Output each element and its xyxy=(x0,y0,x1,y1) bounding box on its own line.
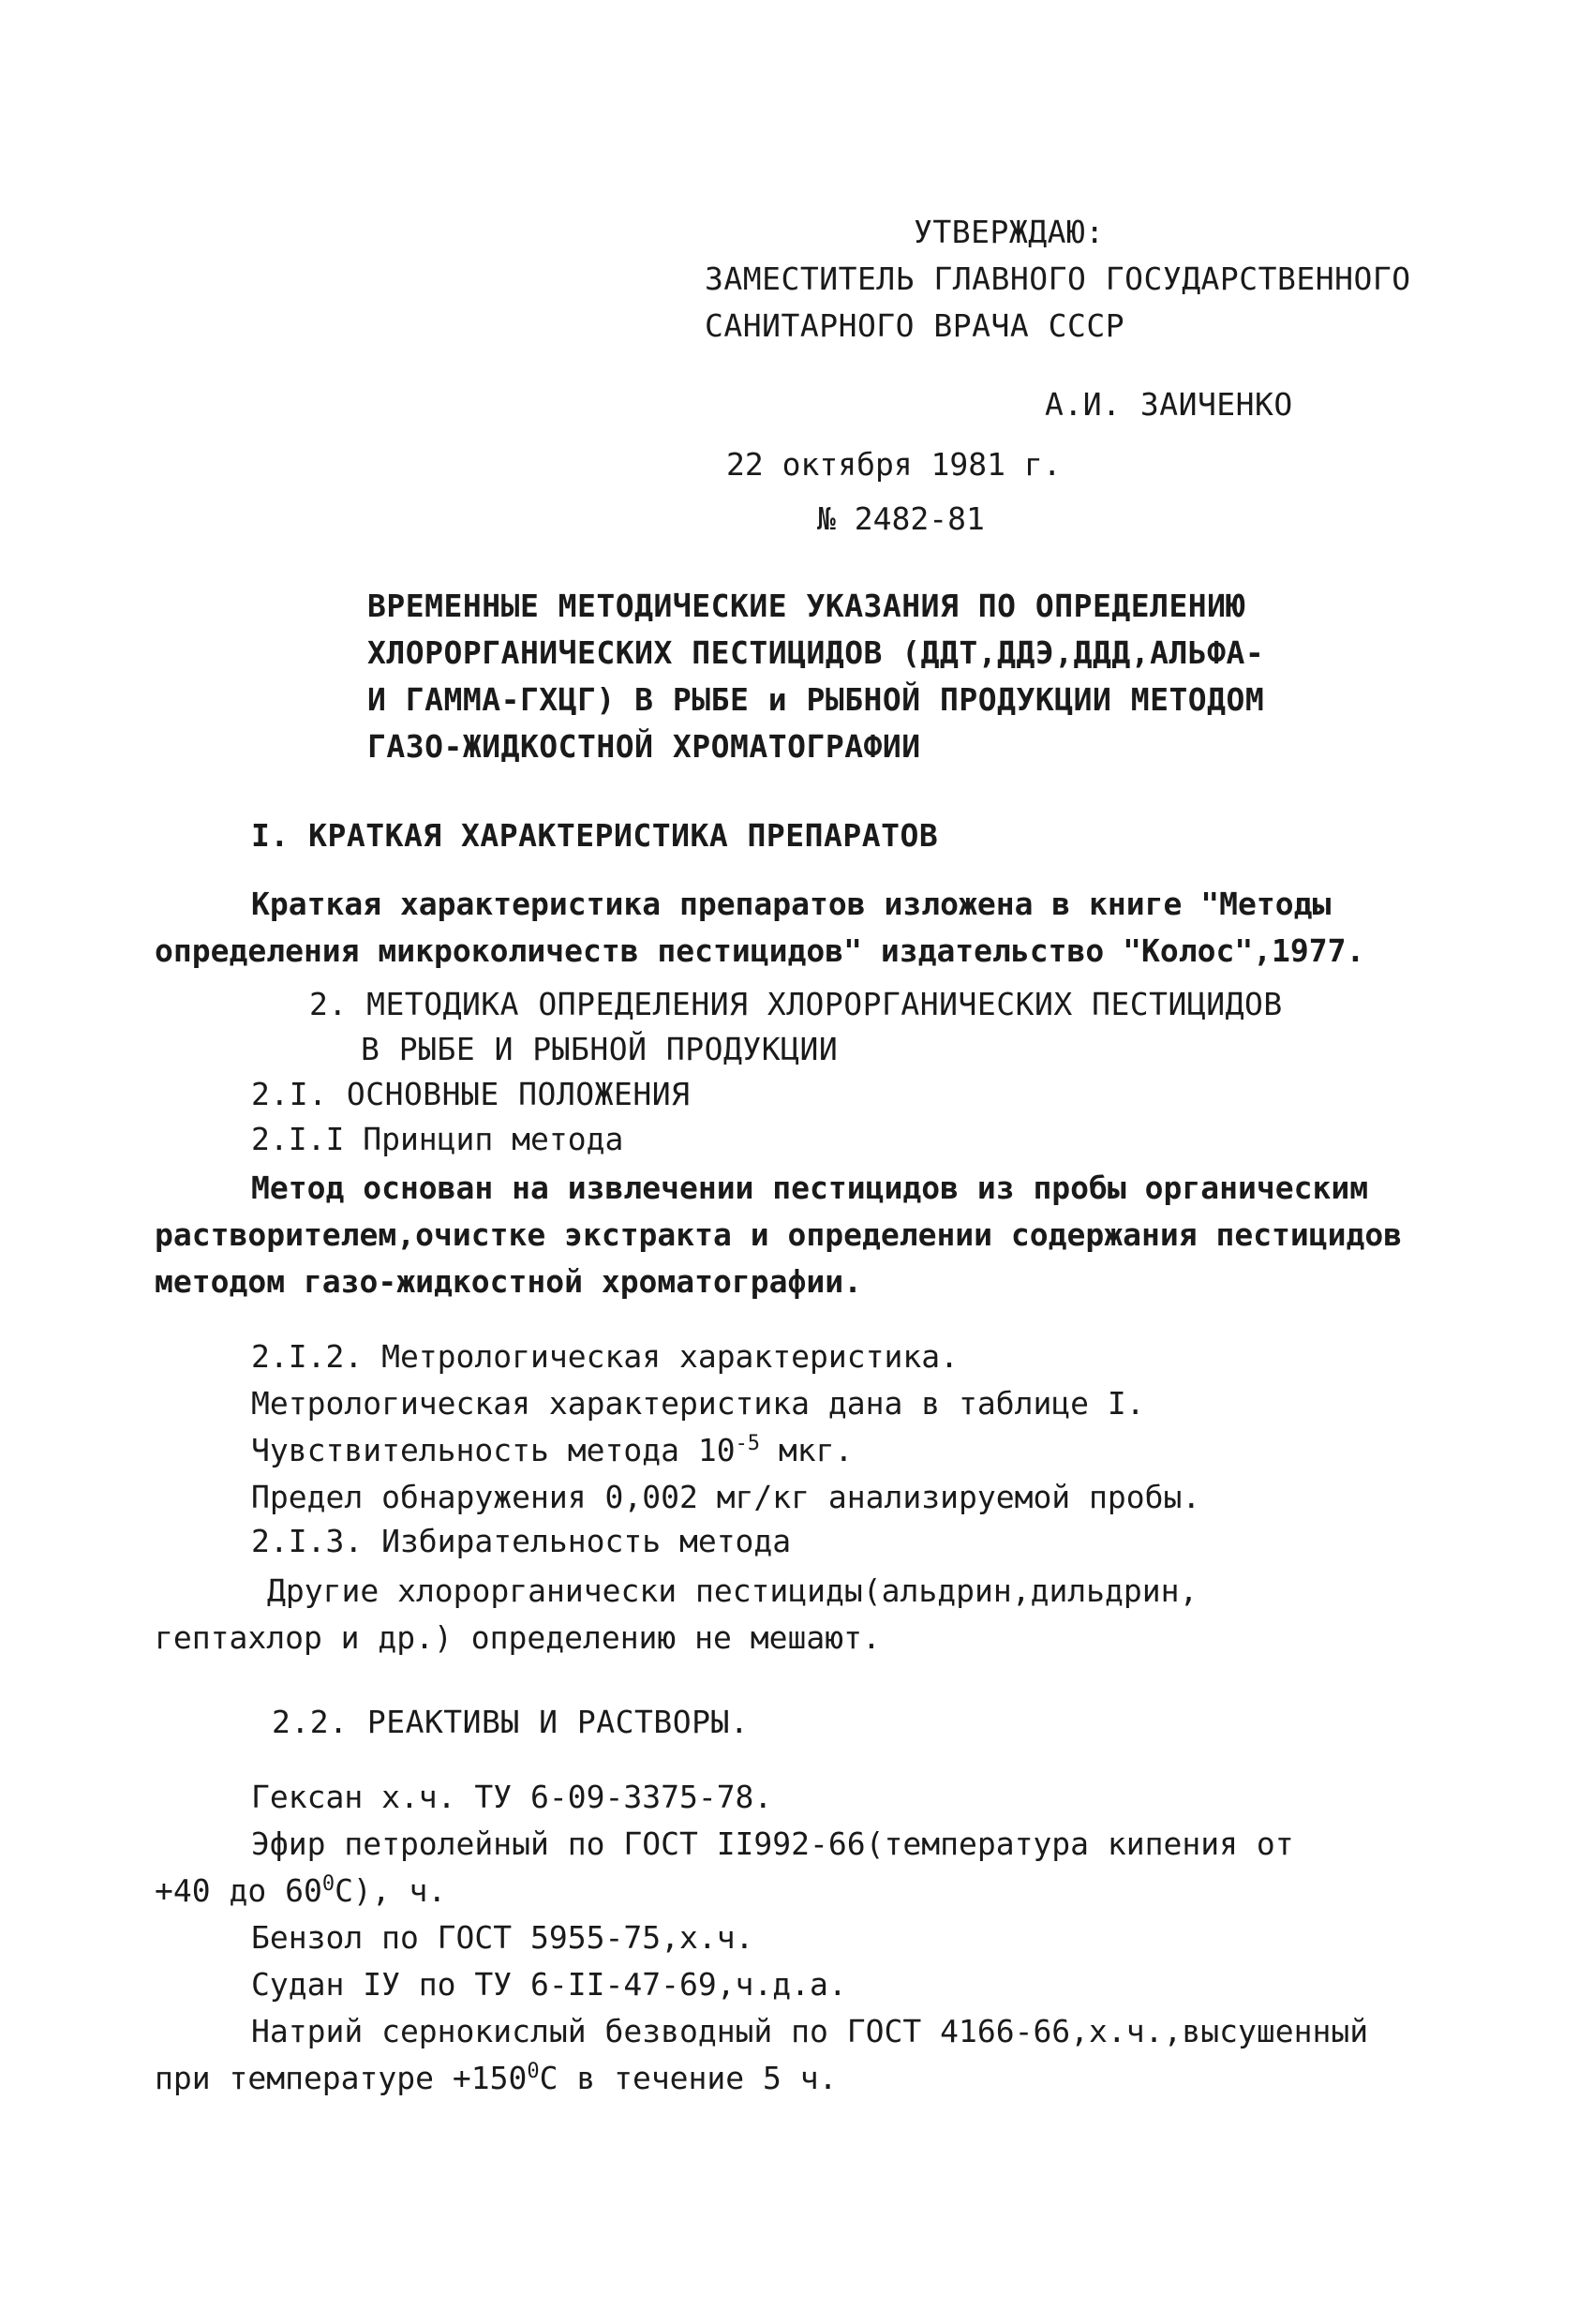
metrology-line: Метрологическая характеристика дана в таблице I. xyxy=(251,1385,1145,1422)
subsection-2-1-2-heading: 2.I.2. Метрологическая характеристика. xyxy=(251,1338,959,1375)
approval-number: № 2482-81 xyxy=(817,500,985,537)
drying-temp-text: при температуре +150 xyxy=(155,2060,528,2096)
sensitivity-exponent: -5 xyxy=(735,1432,761,1455)
reagent-petroleum-ether-line1: Эфир петролейный по ГОСТ II992-66(температура кипения от xyxy=(251,1825,1294,1862)
selectivity-line2: гептахлор и др.) определению не мешают. xyxy=(155,1619,881,1656)
drying-time-text: С в течение 5 ч. xyxy=(539,2060,838,2096)
subsection-2-1-heading: 2.I. ОСНОВНЫЕ ПОЛОЖЕНИЯ xyxy=(251,1076,691,1112)
approval-signer: А.И. ЗАИЧЕНКО xyxy=(1045,386,1293,423)
subsection-2-1-1-heading: 2.I.I Принцип метода xyxy=(251,1121,624,1157)
section1-heading: I. КРАТКАЯ ХАРАКТЕРИСТИКА ПРЕПАРАТОВ xyxy=(251,817,939,854)
reagent-hexane: Гексан х.ч. ТУ 6-09-3375-78. xyxy=(251,1779,773,1815)
reagent-benzene: Бензол по ГОСТ 5955-75,х.ч. xyxy=(251,1919,754,1956)
document-title-line3: И ГАММА-ГХЦГ) В РЫБЕ и РЫБНОЙ ПРОДУКЦИИ МЕТОДОМ xyxy=(367,681,1265,718)
degree-symbol: 0 xyxy=(527,2060,540,2083)
detection-limit-line: Предел обнаружения 0,002 мг/кг анализируемой пробы. xyxy=(251,1479,1201,1515)
approval-heading: УТВЕРЖДАЮ: xyxy=(914,214,1105,250)
principle-line3: методом газо-жидкостной хроматографии. xyxy=(155,1263,862,1300)
document-title-line2: ХЛОРОРГАНИЧЕСКИХ ПЕСТИЦИДОВ (ДДТ,ДДЭ,ДДД,АЛЬФА- xyxy=(367,634,1265,671)
ether-range-text: +40 до 60 xyxy=(155,1872,322,1909)
subsection-2-1-3-heading: 2.I.3. Избирательность метода xyxy=(251,1523,792,1559)
section1-paragraph-line1: Краткая характеристика препаратов изложена в книге "Методы xyxy=(251,886,1332,922)
approval-date: 22 октября 1981 г. xyxy=(726,446,1062,483)
document-title-line1: ВРЕМЕННЫЕ МЕТОДИЧЕСКИЕ УКАЗАНИЯ ПО ОПРЕДЕЛЕНИЮ xyxy=(367,588,1245,624)
selectivity-line1: Другие хлорорганически пестициды(альдрин,дильдрин, xyxy=(267,1572,1198,1609)
section1-paragraph-line2: определения микроколичеств пестицидов" издательство "Колос",1977. xyxy=(155,932,1365,969)
section2-heading-line2: В РЫБЕ И РЫБНОЙ ПРОДУКЦИИ xyxy=(361,1031,839,1067)
sensitivity-text: Чувствительность метода 10 xyxy=(251,1432,736,1468)
section22-heading: 2.2. РЕАКТИВЫ И РАСТВОРЫ. xyxy=(272,1704,750,1740)
approval-position-line1: ЗАМЕСТИТЕЛЬ ГЛАВНОГО ГОСУДАРСТВЕННОГО xyxy=(705,261,1411,297)
reagent-sodium-sulfate-line1: Натрий сернокислый безводный по ГОСТ 4166-66,х.ч.,высушенный xyxy=(251,2013,1369,2049)
reagent-petroleum-ether-line2 xyxy=(155,1872,446,1910)
approval-position-line2: САНИТАРНОГО ВРАЧА СССР xyxy=(705,307,1125,344)
degree-symbol: 0 xyxy=(321,1872,335,1896)
reagent-sudan: Судан IУ по ТУ 6-II-47-69,ч.д.а. xyxy=(251,1966,847,2003)
principle-line1: Метод основан на извлечении пестицидов из пробы органическим xyxy=(251,1169,1369,1206)
sensitivity-unit: мкг. xyxy=(760,1432,854,1468)
reagent-sodium-sulfate-line2 xyxy=(155,2060,838,2097)
sensitivity-line xyxy=(251,1432,853,1469)
principle-line2: растворителем,очистке экстракта и определении содержания пестицидов xyxy=(155,1216,1403,1253)
section2-heading-line1: 2. МЕТОДИКА ОПРЕДЕЛЕНИЯ ХЛОРОРГАНИЧЕСКИХ ПЕСТИЦИДОВ xyxy=(309,986,1283,1022)
document-title-line4: ГАЗО-ЖИДКОСТНОЙ ХРОМАТОГРАФИИ xyxy=(367,728,921,765)
ether-range-unit: С), ч. xyxy=(335,1872,447,1909)
